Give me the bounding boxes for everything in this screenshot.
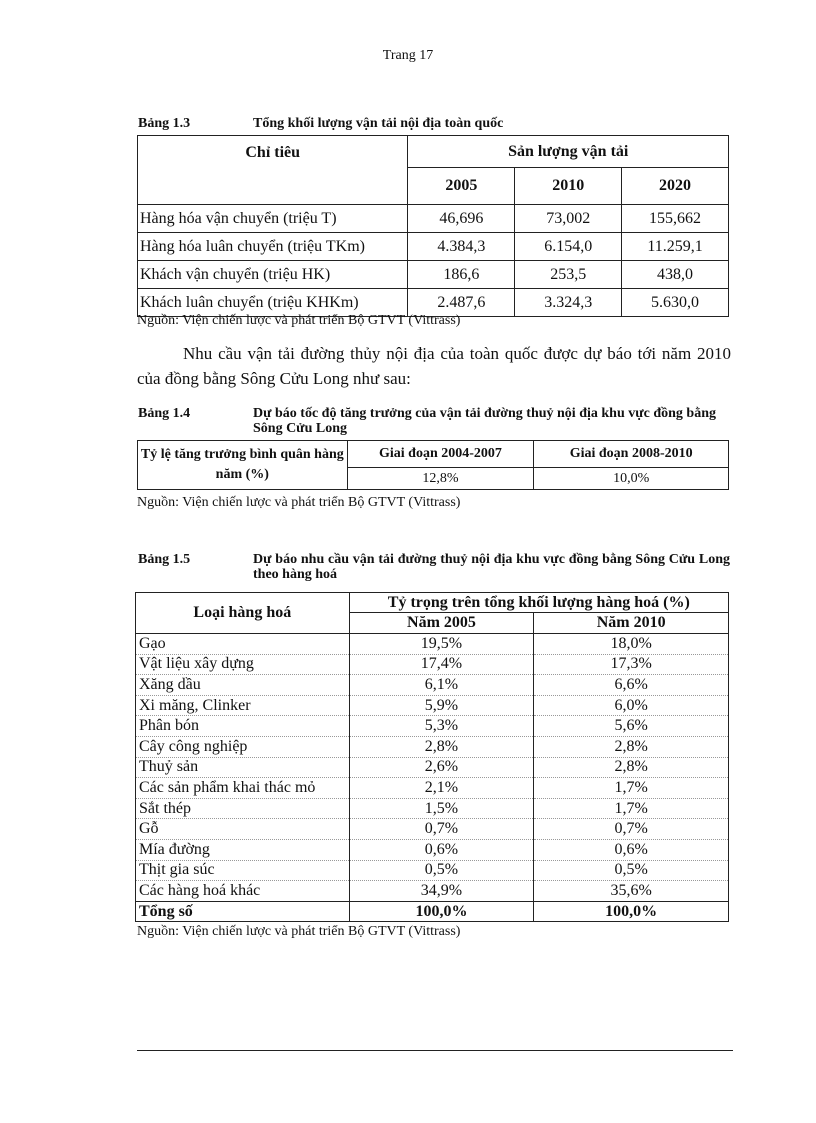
share-2005: 2,6%: [349, 757, 534, 778]
goods-name: Phân bón: [136, 716, 350, 737]
goods-name: Sắt thép: [136, 798, 350, 819]
row-label: Khách luân chuyển (triệu KHKm): [138, 289, 408, 317]
share-2005: 2,8%: [349, 736, 534, 757]
goods-name: Mía đường: [136, 839, 350, 860]
cell-value: 6.154,0: [515, 233, 622, 261]
header-output-group: Sản lượng vận tải: [408, 136, 729, 168]
row-label: Hàng hóa luân chuyển (triệu TKm): [138, 233, 408, 261]
header-year: Năm 2005: [349, 613, 534, 634]
share-2010: 17,3%: [534, 654, 729, 675]
share-2005: 2,1%: [349, 778, 534, 799]
source-note: Nguồn: Viện chiến lược và phát triển Bộ GTVT (Vittrass): [137, 495, 461, 510]
table-label: Bảng 1.5: [138, 552, 191, 567]
cell-value: 5.630,0: [622, 289, 729, 317]
cell-value: 2.487,6: [408, 289, 515, 317]
share-2005: 34,9%: [349, 881, 534, 902]
goods-name: Các sản phẩm khai thác mỏ: [136, 778, 350, 799]
table-row: [136, 654, 729, 675]
cell-value: 4.384,3: [408, 233, 515, 261]
share-2005: 17,4%: [349, 654, 534, 675]
row-label: Tỷ lệ tăng trưởng bình quân hàng năm (%): [138, 441, 348, 490]
cell-value: 12,8%: [347, 468, 534, 490]
goods-name: Thuỷ sản: [136, 757, 350, 778]
footer-divider: [137, 1050, 733, 1051]
share-2005: 6,1%: [349, 675, 534, 696]
goods-name: Thịt gia súc: [136, 860, 350, 881]
table-row: [136, 839, 729, 860]
table-row: [136, 860, 729, 881]
table-row: [136, 778, 729, 799]
share-2010: 0,7%: [534, 819, 729, 840]
goods-name: Vật liệu xây dựng: [136, 654, 350, 675]
share-2010: 0,6%: [534, 839, 729, 860]
cell-value: 438,0: [622, 261, 729, 289]
goods-name: Các hàng hoá khác: [136, 881, 350, 902]
table-label: Bảng 1.3: [138, 116, 191, 131]
table-row: [136, 675, 729, 696]
table-row: [136, 634, 729, 655]
share-2005: 0,6%: [349, 839, 534, 860]
row-label: Hàng hóa vận chuyển (triệu T): [138, 205, 408, 233]
header-period: Giai đoạn 2008-2010: [534, 441, 729, 468]
table-row: [138, 233, 729, 261]
table-row: [136, 716, 729, 737]
header-indicator: Chỉ tiêu: [138, 136, 408, 205]
cell-value: 10,0%: [534, 468, 729, 490]
transport-volume-table: [137, 135, 729, 317]
total-row: [136, 901, 729, 922]
row-label: Khách vận chuyển (triệu HK): [138, 261, 408, 289]
goods-name: Cây công nghiệp: [136, 736, 350, 757]
table-label: Bảng 1.4: [138, 406, 191, 421]
table-row: [136, 881, 729, 902]
table-row: [138, 261, 729, 289]
share-2005: 19,5%: [349, 634, 534, 655]
table-row: [136, 798, 729, 819]
share-2005: 5,3%: [349, 716, 534, 737]
header-year: 2005: [408, 168, 515, 205]
total-2005: 100,0%: [349, 901, 534, 922]
total-label: Tổng số: [136, 901, 350, 922]
header-share-group: Tỷ trọng trên tổng khối lượng hàng hoá (%): [349, 593, 728, 613]
growth-rate-table: [137, 440, 729, 490]
share-2005: 0,5%: [349, 860, 534, 881]
cell-value: 155,662: [622, 205, 729, 233]
page-number: Trang 17: [382, 48, 434, 63]
cell-value: 73,002: [515, 205, 622, 233]
table-title: Tổng khối lượng vận tải nội địa toàn quốc: [253, 116, 504, 131]
share-2010: 1,7%: [534, 778, 729, 799]
share-2010: 2,8%: [534, 736, 729, 757]
table-row: [138, 205, 729, 233]
goods-name: Gạo: [136, 634, 350, 655]
share-2010: 5,6%: [534, 716, 729, 737]
share-2010: 35,6%: [534, 881, 729, 902]
header-goods: Loại hàng hoá: [136, 593, 350, 634]
source-note: Nguồn: Viện chiến lược và phát triển Bộ GTVT (Vittrass): [137, 313, 461, 328]
goods-name: Xăng dầu: [136, 675, 350, 696]
table-title: Dự báo tốc độ tăng trưởng của vận tải đường thuỷ nội địa khu vực đồng bằng Sông Cửu Long: [253, 406, 716, 436]
header-year: 2010: [515, 168, 622, 205]
share-2010: 2,8%: [534, 757, 729, 778]
share-2010: 18,0%: [534, 634, 729, 655]
share-2010: 0,5%: [534, 860, 729, 881]
goods-share-table: [135, 592, 729, 922]
table-title: Dự báo nhu cầu vận tải đường thuỷ nội địa khu vực đồng bằng Sông Cửu Long theo hàng hoá: [253, 552, 730, 582]
total-2010: 100,0%: [534, 901, 729, 922]
cell-value: 3.324,3: [515, 289, 622, 317]
share-2005: 5,9%: [349, 695, 534, 716]
table-row: [136, 757, 729, 778]
body-paragraph: Nhu cầu vận tải đường thủy nội địa của toàn quốc được dự báo tới năm 2010 của đồng bằng Sông Cửu Long như sau:: [137, 344, 731, 388]
table-row: [136, 819, 729, 840]
share-2005: 0,7%: [349, 819, 534, 840]
source-note: Nguồn: Viện chiến lược và phát triển Bộ GTVT (Vittrass): [137, 924, 461, 939]
cell-value: 186,6: [408, 261, 515, 289]
table-row: [136, 695, 729, 716]
table-row: [136, 736, 729, 757]
cell-value: 11.259,1: [622, 233, 729, 261]
share-2010: 6,0%: [534, 695, 729, 716]
header-year: 2020: [622, 168, 729, 205]
header-year: Năm 2010: [534, 613, 729, 634]
goods-name: Gỗ: [136, 819, 350, 840]
share-2010: 1,7%: [534, 798, 729, 819]
share-2010: 6,6%: [534, 675, 729, 696]
header-period: Giai đoạn 2004-2007: [347, 441, 534, 468]
cell-value: 253,5: [515, 261, 622, 289]
cell-value: 46,696: [408, 205, 515, 233]
goods-name: Xi măng, Clinker: [136, 695, 350, 716]
share-2005: 1,5%: [349, 798, 534, 819]
